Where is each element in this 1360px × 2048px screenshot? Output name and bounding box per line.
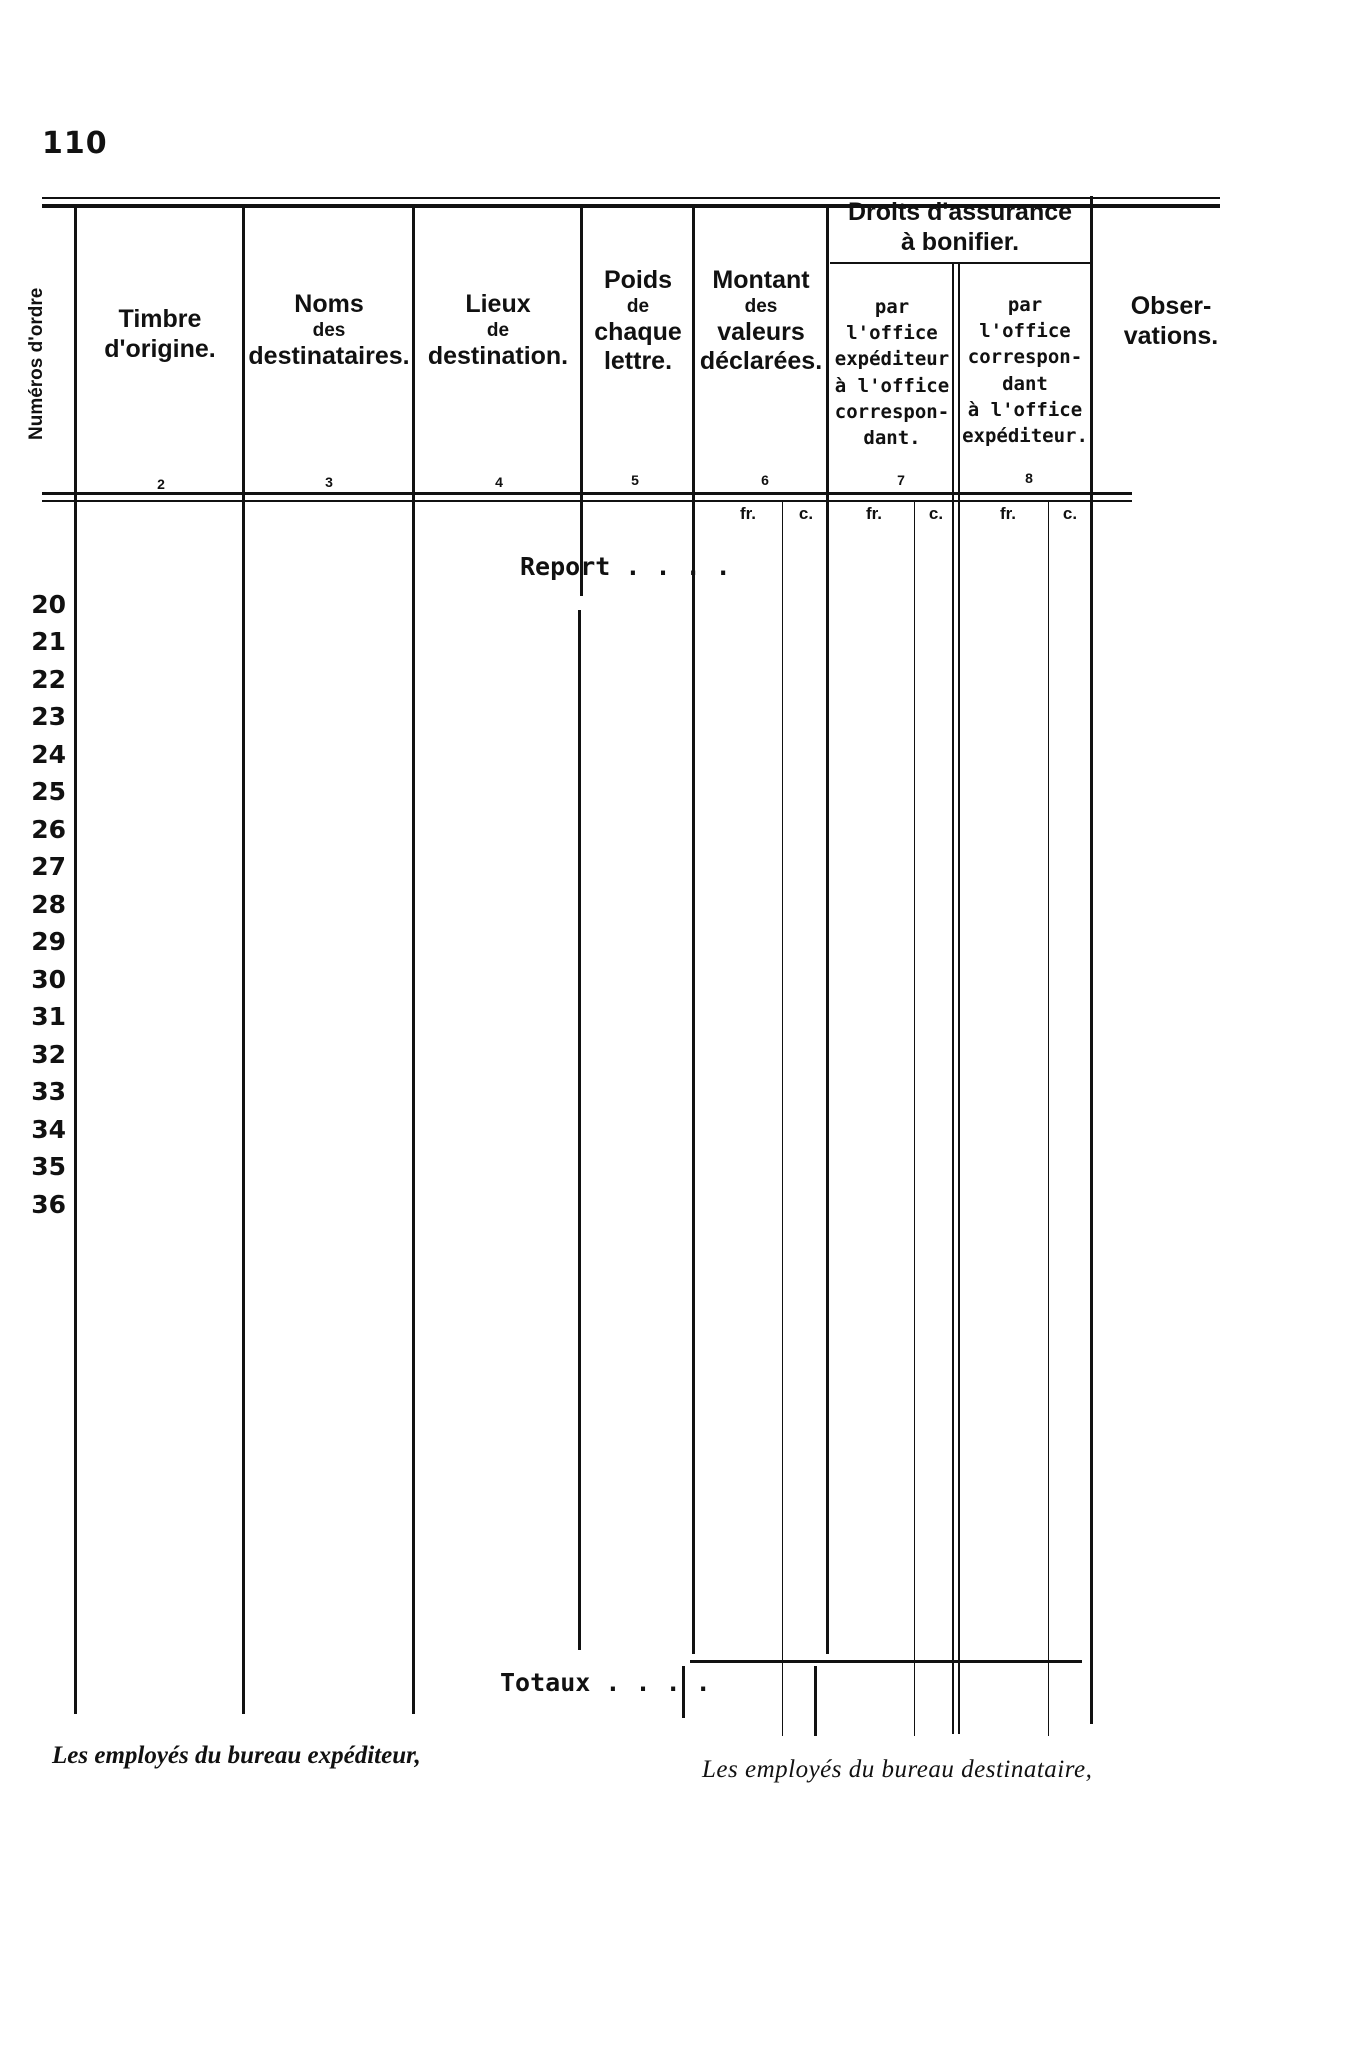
col-line-2	[242, 206, 245, 1714]
col-line-7	[958, 264, 960, 1734]
col8-line2: correspon-	[967, 346, 1083, 369]
unit-fr: fr.	[739, 504, 757, 523]
unit-c: c.	[928, 504, 944, 523]
col6-line1: Montant	[712, 266, 810, 294]
row-number: 23	[31, 702, 66, 731]
col8-line1: par l'office	[979, 294, 1071, 343]
col3-line3: destinataires.	[248, 341, 410, 370]
col5-line3: chaque	[594, 317, 682, 346]
col3-line1: Noms	[294, 290, 364, 318]
page-number: 110	[42, 126, 108, 161]
row-number: 21	[31, 627, 66, 656]
col5-line4: lettre.	[603, 347, 673, 376]
col-line-8	[1090, 196, 1093, 1724]
col7-line5: dant.	[863, 427, 921, 450]
col7-line1: par l'office	[846, 296, 938, 345]
unit-fr: fr.	[999, 504, 1017, 523]
header-rule-2	[42, 500, 1132, 502]
row-number: 24	[31, 740, 66, 769]
column-number: 7	[897, 472, 905, 488]
row-number: 35	[31, 1152, 66, 1181]
col5-line1: Poids	[603, 266, 673, 294]
col7-header	[830, 294, 954, 451]
col3-line2: des	[312, 319, 346, 341]
group-rule	[830, 262, 1090, 264]
col6-line2: des	[744, 295, 778, 317]
header-rule	[42, 492, 1132, 495]
col7-line2: expéditeur	[834, 348, 950, 371]
column-number: 6	[761, 472, 769, 488]
col9-line2: vations.	[1123, 321, 1219, 350]
signature-right: Les employés du bureau destinataire,	[702, 1756, 1093, 1783]
col8-line4: à l'office	[967, 398, 1083, 421]
column-number: 3	[325, 474, 333, 490]
col1-header-text: Numéros d'ordre	[26, 287, 47, 440]
col4-line3: destination.	[427, 341, 569, 370]
col4-header	[416, 290, 580, 371]
col5-header	[584, 266, 692, 377]
col2-line1: Timbre	[118, 305, 202, 333]
col6-header	[696, 266, 826, 377]
row-number: 22	[31, 665, 66, 694]
subcol-line-8	[1048, 500, 1049, 1736]
col8-line5: expéditeur.	[962, 425, 1088, 448]
col-line-4b	[578, 610, 581, 1650]
row-number: 34	[31, 1115, 66, 1144]
group-header	[830, 198, 1090, 257]
subcol-line-6	[782, 500, 783, 1736]
unit-c: c.	[798, 504, 814, 523]
column-number: 5	[631, 472, 639, 488]
row-number: 29	[31, 927, 66, 956]
row-number: 20	[31, 590, 66, 619]
col6-line4: déclarées.	[699, 347, 823, 376]
col-line-7b	[952, 264, 954, 1734]
totaux-rule	[690, 1660, 1082, 1663]
column-number: 4	[495, 474, 503, 490]
col-line-5	[692, 206, 695, 1654]
col4-line2: de	[486, 319, 510, 341]
col9-line1: Obser-	[1130, 292, 1212, 320]
subcol-line-7	[914, 500, 915, 1736]
unit-c: c.	[1062, 504, 1078, 523]
row-number: 33	[31, 1077, 66, 1106]
col2-line2: d'origine.	[104, 334, 216, 363]
col-line-4a	[580, 206, 583, 596]
row-number: 36	[31, 1190, 66, 1219]
row-number: 25	[31, 777, 66, 806]
signature-left: Les employés du bureau expéditeur,	[52, 1742, 421, 1769]
row-number: 31	[31, 1002, 66, 1031]
col4-line1: Lieux	[465, 290, 531, 318]
col8-header	[960, 292, 1090, 449]
col5-line2: de	[626, 295, 650, 317]
row-number: 28	[31, 890, 66, 919]
col6-line3: valeurs	[717, 317, 805, 346]
col3-header	[246, 290, 412, 371]
row-number: 27	[31, 852, 66, 881]
row-number: 26	[31, 815, 66, 844]
col-line-6	[826, 206, 829, 1654]
group-line2: à bonifier.	[900, 227, 1020, 256]
col-line-1	[74, 206, 77, 1714]
col-line-3	[412, 206, 415, 1714]
totaux-label: Totaux . . . .	[500, 1668, 711, 1697]
unit-fr: fr.	[865, 504, 883, 523]
row-number: 32	[31, 1040, 66, 1069]
column-number: 8	[1025, 470, 1033, 486]
group-line1: Droits d'assurance	[847, 198, 1073, 226]
row-number: 30	[31, 965, 66, 994]
col2-header	[80, 305, 240, 364]
col-line-6b	[814, 1666, 817, 1736]
col9-header	[1096, 292, 1246, 351]
col7-line3: à l'office	[834, 374, 950, 397]
column-number: 2	[157, 476, 165, 492]
report-label: Report . . . .	[520, 552, 731, 581]
col7-line4: correspon-	[834, 400, 950, 423]
col8-line3: dant	[1002, 372, 1048, 395]
